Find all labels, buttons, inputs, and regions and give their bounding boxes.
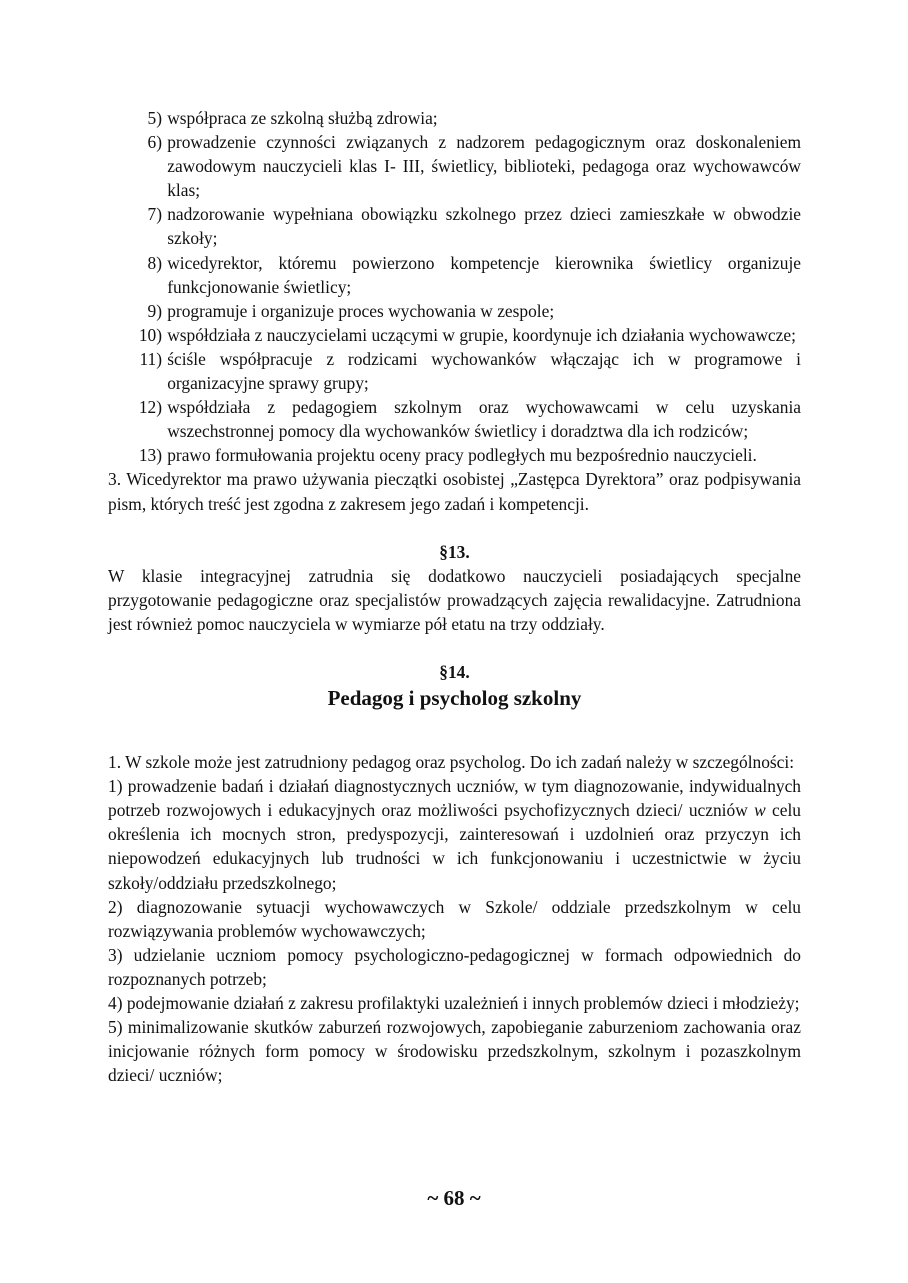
list-item (108, 443, 801, 467)
list-item-number: 11) (139, 348, 162, 369)
section-14-item-1 (108, 774, 801, 894)
section-14-heading: §14. (439, 661, 470, 682)
list-item-text: współpraca ze szkolną służbą zdrowia; (167, 108, 438, 128)
list-item (108, 251, 801, 299)
section-14-item-2: 2) diagnozowanie sytuacji wychowawczych w Szkole/ oddziale przedszkolnym w celu rozwiązywania problemów wychowawczych; (108, 896, 801, 941)
list-item (108, 323, 801, 347)
list-item-text: współdziała z nauczycielami uczącymi w grupie, koordynuje ich działania wychowawcze; (167, 324, 796, 345)
list-item-text: współdziała z pedagogiem szkolnym oraz wychowawcami w celu uzyskania wszechstronnej pomocy dla wychowanków świetlicy i doradztwa dla ich rodziców; (167, 397, 801, 442)
section-14-intro: 1. W szkole może jest zatrudniony pedagog oraz psycholog. Do ich zadań należy w szczególności: (108, 752, 795, 773)
section-14-title: Pedagog i psycholog szkolny (327, 686, 582, 711)
list-item-text: programuje i organizuje proces wychowania w zespole; (167, 300, 555, 321)
list-item-number: 8) (147, 252, 162, 273)
list-item-number: 6) (147, 132, 162, 153)
list-item-number: 12) (138, 397, 162, 418)
item-1-italic-w: w (754, 800, 766, 821)
document-page (108, 106, 801, 1087)
list-item-number: 13) (138, 445, 162, 466)
item-1-text-b: celu określenia ich mocnych stron, predyspozycji, zainteresowań i uzdolnień oraz przyczyn ich niepowodzeń edukacyjnych lub trudności w ich funkcjonowaniu i uczestnictwie w życiu szkoły/oddziału przedszkolnego; (108, 800, 801, 893)
list-item (108, 202, 801, 250)
list-item (108, 106, 801, 130)
list-item-text: prawo formułowania projektu oceny pracy podległych mu bezpośrednio nauczycieli. (167, 445, 757, 466)
section-13-text: W klasie integracyjnej zatrudnia się dodatkowo nauczycieli posiadających specjalne przygotowanie pedagogiczne oraz specjalistów prowadzących zajęcia rewalidacyjne. Zatrudniona jest również pomoc nauczyciela w wymiarze pół etatu na trzy oddziały. (108, 565, 801, 634)
list-item-number: 9) (147, 300, 162, 321)
list-item-number: 5) (147, 108, 162, 128)
numbered-list (108, 106, 801, 467)
section-14-item-5: 5) minimalizowanie skutków zaburzeń rozwojowych, zapobieganie zaburzeniom zachowania oraz inicjowanie różnych form pomocy w środowisku przedszkolnym, szkolnym i pozaszkolnym dzieci/ uczniów; (108, 1017, 801, 1086)
list-item (108, 395, 801, 443)
section-14-item-3: 3) udzielanie uczniom pomocy psychologiczno-pedagogicznej w formach odpowiednich do rozpoznanych potrzeb; (108, 944, 801, 989)
section-14-item-4: 4) podejmowanie działań z zakresu profilaktyki uzależnień i innych problemów dzieci i młodzieży; (108, 993, 800, 1013)
list-item-text: ściśle współpracuje z rodzicami wychowanków włączając ich w programowe i organizacyjne sprawy grupy; (167, 348, 801, 394)
list-item-text: nadzorowanie wypełniana obowiązku szkolnego przez dzieci zamieszkałe w obwodzie szkoły; (167, 204, 801, 249)
list-item-number: 7) (147, 204, 162, 225)
list-item (108, 347, 801, 395)
list-item-text: prowadzenie czynności związanych z nadzorem pedagogicznym oraz doskonaleniem zawodowym nauczycieli klas I- III, świetlicy, biblioteki, pedagoga oraz wychowawców klas; (167, 132, 801, 201)
item-1-text-a: 1) prowadzenie badań i działań diagnostycznych uczniów, w tym diagnozowanie, indywidualnych potrzeb rozwojowych i edukacyjnych oraz możliwości psychofizycznych dzieci/ uczniów (108, 776, 801, 821)
section-13-heading: §13. (439, 541, 470, 562)
list-item-number: 10) (138, 324, 162, 345)
list-item-text: wicedyrektor, któremu powierzono kompetencje kierownika świetlicy organizuje funkcjonowanie świetlicy; (167, 252, 801, 297)
list-item (108, 299, 801, 323)
paragraph-3: 3. Wicedyrektor ma prawo używania pieczątki osobistej „Zastępca Dyrektora” oraz podpisywania pism, których treść jest zgodna z zakresem jego zadań i kompetencji. (108, 469, 801, 514)
page-number: ~ 68 ~ (427, 1186, 481, 1210)
list-item (108, 130, 801, 202)
section-14-body (108, 750, 801, 1087)
